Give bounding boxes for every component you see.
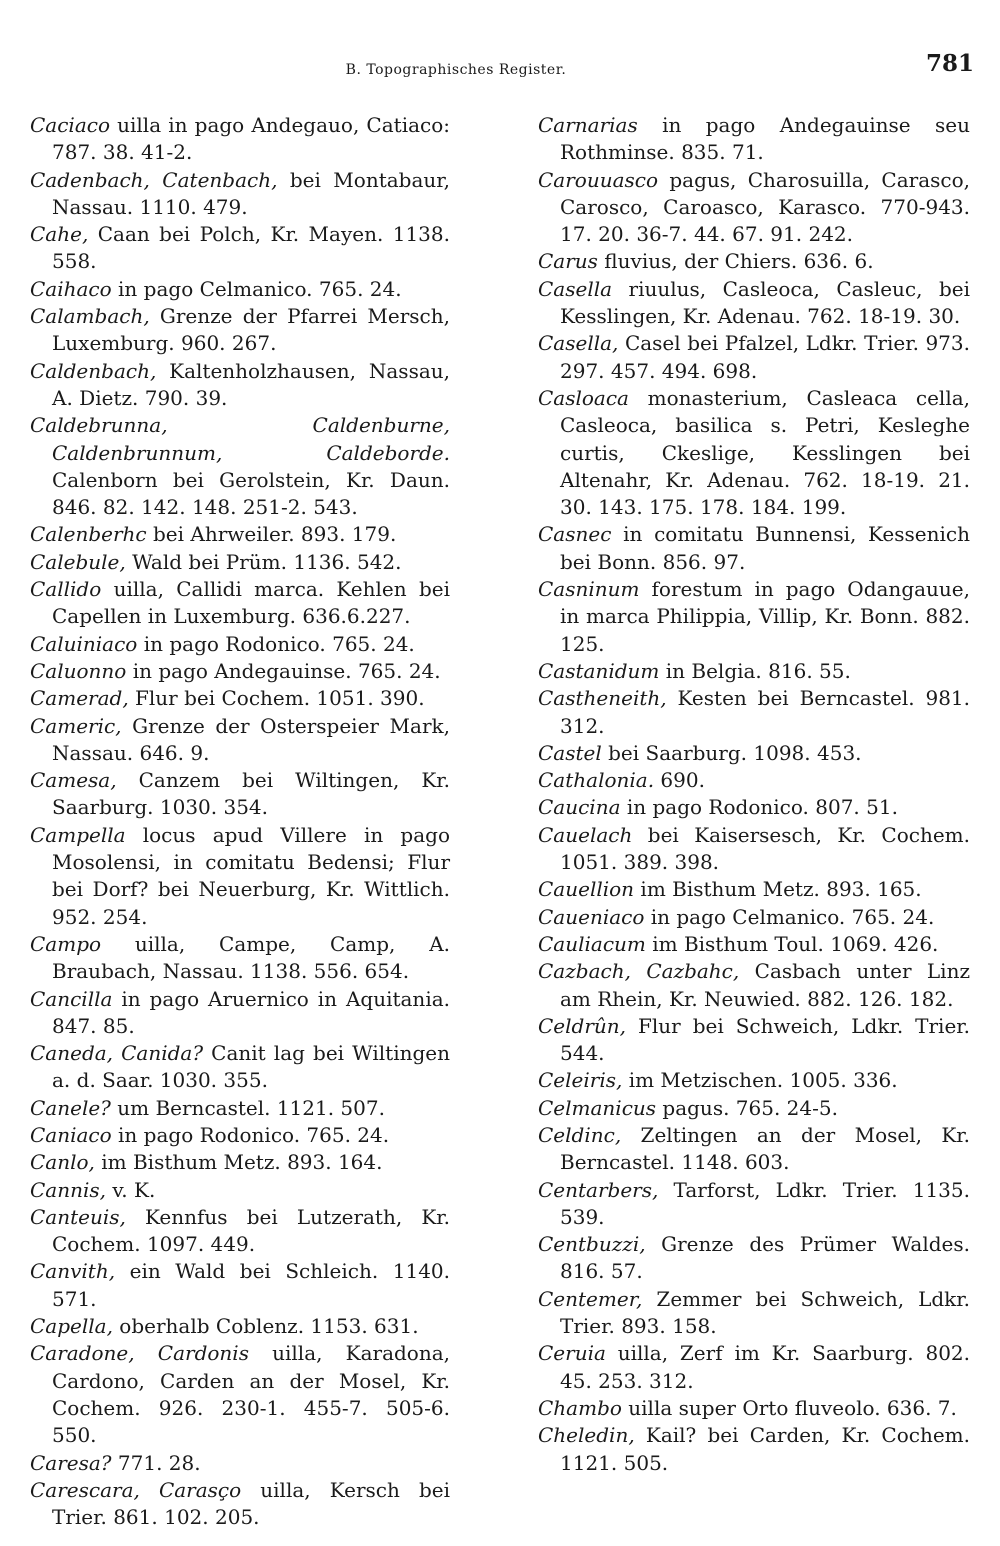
- entry-headword: Cauliacum: [538, 931, 646, 956]
- register-entry: [538, 1067, 970, 1094]
- entry-text: oberhalb Coblenz. 1153. 631.: [112, 1314, 419, 1339]
- register-entry: [30, 1258, 450, 1313]
- entry-text: Casel bei Pfalzel, Ldkr. Trier. 973. 297. 457. 494. 698.: [560, 331, 970, 383]
- register-entry: [30, 1122, 450, 1149]
- entry-text: v. K.: [106, 1177, 156, 1202]
- register-entry: [30, 1149, 450, 1176]
- entry-headword: Campella: [30, 822, 126, 847]
- register-entry: [538, 1095, 970, 1122]
- entry-headword: Cheledin,: [538, 1423, 635, 1448]
- entry-text: forestum in pago Odangauue, in marca Philippia, Villip, Kr. Bonn. 882. 125.: [560, 577, 970, 656]
- entry-headword: Camerad,: [30, 686, 129, 711]
- entry-text: uilla in pago Andegauo, Catiaco: 787. 38. 41-2.: [52, 113, 450, 165]
- entry-headword: Celmanicus: [538, 1095, 657, 1120]
- entry-text: Grenze der Pfarrei Mersch, Luxemburg. 960. 267.: [52, 304, 450, 356]
- entry-headword: Cannis,: [30, 1177, 107, 1202]
- entry-headword: Cathalonia.: [538, 768, 655, 793]
- register-entry: [538, 167, 970, 249]
- register-entry: [30, 1204, 450, 1259]
- entry-text: in pago Celmanico. 765. 24.: [644, 904, 935, 929]
- register-entry: [30, 1340, 450, 1449]
- entry-headword: Caniaco: [30, 1122, 112, 1147]
- entry-text: Grenze des Prümer Waldes. 816. 57.: [560, 1232, 970, 1284]
- register-entry: [30, 1313, 450, 1340]
- entry-headword: Centemer,: [538, 1286, 643, 1311]
- entry-headword: Caucina: [538, 795, 621, 820]
- register-entry: [538, 685, 970, 740]
- entry-headword: Celdinc,: [538, 1122, 622, 1147]
- entry-headword: Centbuzzi,: [538, 1232, 646, 1257]
- entry-headword: Cazbach, Cazbahc,: [538, 959, 740, 984]
- register-entry: [30, 1477, 450, 1532]
- register-entry: [538, 576, 970, 658]
- entry-text: 690.: [654, 768, 705, 793]
- register-entry: [538, 1422, 970, 1477]
- register-entry: [538, 1122, 970, 1177]
- register-entry: [30, 685, 450, 712]
- entry-headword: Caldebrunna, Caldenburne, Caldenbrunnum, Caldeborde.: [30, 413, 450, 465]
- entry-headword: Cancilla: [30, 986, 113, 1011]
- entry-headword: Celeiris,: [538, 1068, 623, 1093]
- entry-headword: Camesa,: [30, 768, 117, 793]
- entry-headword: Castanidum: [538, 658, 660, 683]
- entry-headword: Caldenbach,: [30, 358, 157, 383]
- entry-text: bei Saarburg. 1098. 453.: [601, 740, 862, 765]
- entry-text: im Metzischen. 1005. 336.: [622, 1068, 898, 1093]
- register-entry: [538, 112, 970, 167]
- entry-text: Wald bei Prüm. 1136. 542.: [125, 549, 402, 574]
- entry-headword: Canteuis,: [30, 1204, 126, 1229]
- register-entry: [30, 412, 450, 521]
- entry-headword: Carouuasco: [538, 167, 659, 192]
- entry-headword: Cahe,: [30, 222, 89, 247]
- entry-headword: Castel: [538, 740, 602, 765]
- entry-headword: Ceruia: [538, 1341, 606, 1366]
- register-entry: [538, 1395, 970, 1422]
- entry-text: Kail? bei Carden, Kr. Cochem. 1121. 505.: [560, 1423, 970, 1475]
- entry-text: Tarforst, Ldkr. Trier. 1135. 539.: [560, 1177, 970, 1229]
- register-entry: [30, 931, 450, 986]
- register-entry: [538, 658, 970, 685]
- entry-headword: Capella,: [30, 1314, 113, 1339]
- entry-text: bei Montabaur, Nassau. 1110. 479.: [52, 167, 450, 219]
- register-entry: [30, 1450, 450, 1477]
- register-entry: [30, 713, 450, 768]
- register-entry: [30, 986, 450, 1041]
- entry-headword: Centarbers,: [538, 1177, 659, 1202]
- register-entry: [30, 549, 450, 576]
- entry-text: Kennfus bei Lutzerath, Kr. Cochem. 1097. 449.: [52, 1204, 450, 1257]
- entry-text: in pago Rodonico. 765. 24.: [111, 1122, 390, 1147]
- entry-headword: Carnarias: [538, 113, 638, 137]
- entry-text: in pago Rodonico. 807. 51.: [620, 795, 898, 820]
- entry-headword: Canvith,: [30, 1259, 116, 1284]
- entry-headword: Caluiniaco: [30, 631, 138, 656]
- entry-text: Zeltingen an der Mosel, Kr. Berncastel. 1148. 603.: [560, 1122, 970, 1175]
- register-entry: [30, 521, 450, 548]
- entry-text: uilla, Kersch bei Trier. 861. 102. 205.: [52, 1477, 450, 1530]
- entry-text: uilla, Karadona, Cardono, Carden an der Mosel, Kr. Cochem. 926. 230-1. 455-7. 505-6. 550.: [52, 1341, 450, 1448]
- entry-text: uilla, Zerf im Kr. Saarburg. 802. 45. 253. 312.: [560, 1341, 970, 1393]
- entry-text: fluvius, der Chiers. 636. 6.: [597, 249, 874, 274]
- entry-text: Flur bei Cochem. 1051. 390.: [128, 686, 425, 711]
- register-entry: [30, 767, 450, 822]
- register-entry: [538, 1286, 970, 1341]
- entry-headword: Caciaco: [30, 113, 110, 137]
- entry-text: Zemmer bei Schweich, Ldkr. Trier. 893. 158.: [560, 1286, 970, 1339]
- entry-headword: Caihaco: [30, 276, 112, 301]
- register-entry: [538, 248, 970, 275]
- entry-text: Canit lag bei Wiltingen a. d. Saar. 1030. 355.: [52, 1041, 450, 1093]
- entry-text: bei Kaisersesch, Kr. Cochem. 1051. 389. 398.: [560, 822, 970, 875]
- entry-headword: Cauelach: [538, 822, 633, 847]
- register-entry: [30, 822, 450, 931]
- register-entry: [538, 1177, 970, 1232]
- register-entry: [538, 904, 970, 931]
- entry-text: Canzem bei Wiltingen, Kr. Saarburg. 1030. 354.: [52, 768, 450, 820]
- register-entry: [538, 521, 970, 576]
- register-entry: [538, 1340, 970, 1395]
- entry-headword: Callido: [30, 577, 102, 602]
- entry-headword: Celdrûn,: [538, 1013, 627, 1038]
- register-entry: [538, 794, 970, 821]
- entry-headword: Caradone, Cardonis: [30, 1341, 249, 1366]
- entry-text: Kesten bei Berncastel. 981. 312.: [560, 686, 970, 738]
- entry-headword: Casnec: [538, 522, 612, 547]
- register-entry: [30, 276, 450, 303]
- entry-headword: Casella: [538, 276, 613, 301]
- running-head: B. Topographisches Register.: [345, 62, 567, 78]
- entry-headword: Calebule,: [30, 549, 126, 574]
- entry-text: in pago Andegauinse seu Rothminse. 835. 71.: [560, 113, 970, 165]
- register-entry: [538, 1231, 970, 1286]
- register-entry: [538, 740, 970, 767]
- entry-text: in pago Rodonico. 765. 24.: [137, 631, 415, 656]
- register-entry: [30, 303, 450, 358]
- register-entry: [30, 167, 450, 222]
- page-number: 781: [925, 50, 974, 77]
- entry-text: um Berncastel. 1121. 507.: [110, 1095, 385, 1120]
- entry-text: in pago Aruernico in Aquitania. 847. 85.: [52, 986, 450, 1038]
- entry-text: Kaltenholzhausen, Nassau, A. Dietz. 790. 39.: [52, 358, 450, 410]
- register-entry: [30, 1040, 450, 1095]
- entry-headword: Calambach,: [30, 304, 150, 329]
- entry-text: uilla, Campe, Camp, A. Braubach, Nassau. 1138. 556. 654.: [52, 931, 450, 984]
- entry-headword: Calenberhc: [30, 522, 147, 547]
- entry-text: Caan bei Polch, Kr. Mayen. 1138. 558.: [52, 222, 450, 274]
- entry-text: 771. 28.: [111, 1450, 201, 1475]
- entry-text: Casbach unter Linz am Rhein, Kr. Neuwied. 882. 126. 182.: [560, 959, 970, 1011]
- entry-text: uilla super Orto fluveolo. 636. 7.: [621, 1395, 957, 1420]
- entry-headword: Casella,: [538, 331, 619, 356]
- register-entry: [30, 358, 450, 413]
- register-entry: [30, 1095, 450, 1122]
- entry-text: in pago Celmanico. 765. 24.: [111, 276, 402, 301]
- register-entry: [30, 1177, 450, 1204]
- entry-headword: Casloaca: [538, 385, 629, 410]
- entry-text: in pago Andegauinse. 765. 24.: [126, 658, 441, 683]
- entry-headword: Caueniaco: [538, 904, 645, 929]
- register-entry: [30, 221, 450, 276]
- entry-text: im Bisthum Metz. 893. 164.: [94, 1150, 383, 1175]
- left-column: [30, 112, 450, 1531]
- register-entry: [538, 876, 970, 903]
- entry-text: in comitatu Bunnensi, Kessenich bei Bonn. 856. 97.: [560, 522, 970, 574]
- entry-headword: Campo: [30, 931, 102, 956]
- entry-text: pagus, Charosuilla, Carasco, Carosco, Caroasco, Karasco. 770-943. 17. 20. 36-7. 44. 67. 91. 242.: [560, 167, 970, 247]
- right-column: [538, 112, 970, 1531]
- entry-text: Grenze der Osterspeier Mark, Nassau. 646. 9.: [52, 713, 450, 765]
- entry-headword: Cauellion: [538, 877, 635, 902]
- register-entry: [538, 1013, 970, 1068]
- entry-text: monasterium, Casleaca cella, Casleoca, basilica s. Petri, Kesleghe curtis, Ckeslige, Kesslingen bei Altenahr, Kr. Adenau. 762. 18-19. 21. 30. 143. 175. 178. 184. 199.: [560, 385, 970, 520]
- entry-headword: Caresa?: [30, 1450, 112, 1475]
- entry-headword: Chambo: [538, 1395, 622, 1420]
- entry-headword: Caneda, Canida?: [30, 1041, 204, 1066]
- entry-text: im Bisthum Toul. 1069. 426.: [645, 931, 939, 956]
- entry-text: ein Wald bei Schleich. 1140. 571.: [52, 1259, 450, 1311]
- entry-text: Calenborn bei Gerolstein, Kr. Daun. 846. 82. 142. 148. 251-2. 543.: [52, 467, 450, 520]
- entry-text: uilla, Callidi marca. Kehlen bei Capellen in Luxemburg. 636.6.227.: [52, 577, 450, 629]
- entry-text: in Belgia. 816. 55.: [659, 658, 851, 683]
- register-entry: [538, 931, 970, 958]
- register-columns: [30, 112, 970, 1531]
- page-header: [30, 50, 974, 90]
- register-entry: [538, 767, 970, 794]
- entry-headword: Casninum: [538, 577, 640, 602]
- entry-headword: Cadenbach, Catenbach,: [30, 167, 278, 192]
- register-entry: [30, 631, 450, 658]
- entry-headword: Carus: [538, 249, 598, 274]
- entry-text: locus apud Villere in pago Mosolensi, in comitatu Bedensi; Flur bei Dorf? bei Neuerburg, Kr. Wittlich. 952. 254.: [52, 822, 450, 929]
- register-entry: [538, 822, 970, 877]
- entry-text: im Bisthum Metz. 893. 165.: [634, 877, 922, 902]
- entry-text: pagus. 765. 24-5.: [656, 1095, 838, 1120]
- register-entry: [30, 576, 450, 631]
- entry-headword: Canlo,: [30, 1150, 95, 1175]
- entry-headword: Cameric,: [30, 713, 122, 738]
- entry-text: riuulus, Casleoca, Casleuc, bei Kesslingen, Kr. Adenau. 762. 18-19. 30.: [560, 276, 970, 329]
- entry-text: bei Ahrweiler. 893. 179.: [146, 522, 397, 547]
- register-entry: [538, 276, 970, 331]
- entry-headword: Canele?: [30, 1095, 111, 1120]
- entry-headword: Caluonno: [30, 658, 127, 683]
- entry-headword: Castheneith,: [538, 686, 667, 711]
- register-entry: [30, 658, 450, 685]
- register-entry: [538, 330, 970, 385]
- register-entry: [30, 112, 450, 167]
- register-entry: [538, 385, 970, 521]
- entry-text: Flur bei Schweich, Ldkr. Trier. 544.: [560, 1013, 970, 1066]
- register-entry: [538, 958, 970, 1013]
- entry-headword: Carescara, Carasço: [30, 1477, 242, 1502]
